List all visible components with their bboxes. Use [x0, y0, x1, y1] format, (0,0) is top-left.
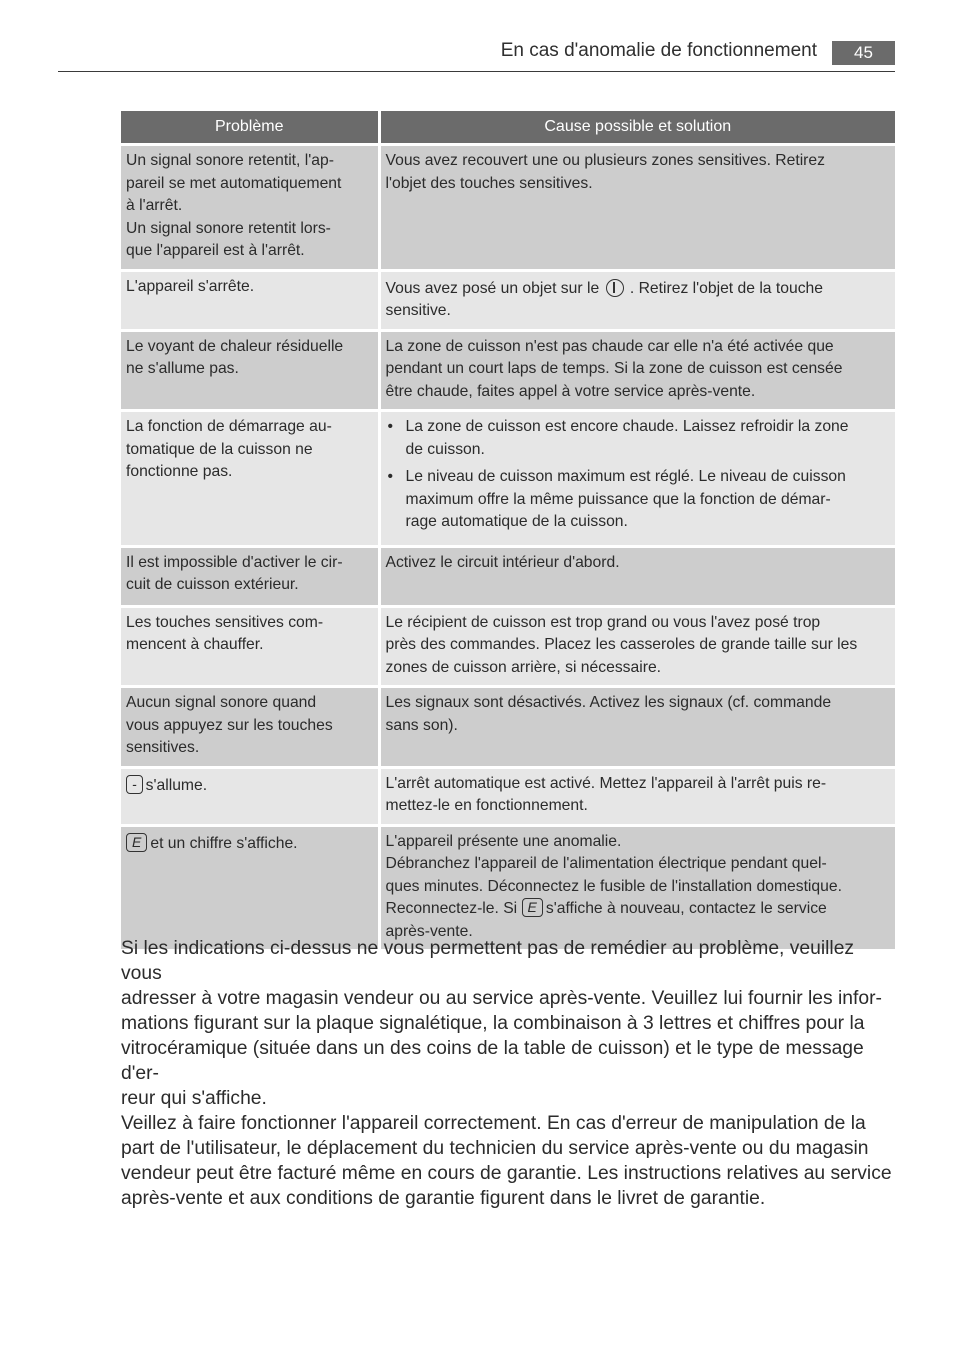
text-line: après-vente. [385, 922, 473, 940]
paragraph [121, 1111, 895, 1211]
problem-cell [121, 546, 379, 606]
text-line: Les signaux sont désactivés. Activez les signaux (cf. commande [385, 694, 832, 711]
page-header [58, 38, 895, 72]
text-line: près des commandes. Placez les casseroles de grande taille sur les [385, 636, 858, 653]
text-line: après-vente et aux conditions de garantie figurent dans le livret de garantie. [121, 1188, 766, 1209]
text-line: Il est impossible d'activer le cir- [126, 553, 343, 571]
problem-cell [121, 411, 379, 547]
closing-text [121, 936, 895, 1211]
text-line [126, 775, 370, 798]
solution-cell [379, 767, 895, 825]
table-row [121, 546, 895, 606]
text-line: rage automatique de la cuisson. [405, 513, 628, 530]
text-line: Un signal sonore retentit lors- [126, 219, 331, 237]
paragraph [121, 936, 895, 1111]
table-row [121, 270, 895, 330]
problem-cell [121, 330, 379, 411]
display-e-key-icon: E [126, 833, 147, 852]
text-line: part de l'utilisateur, le déplacement du technicien du service après-vente ou du magasin [121, 1138, 869, 1159]
text-line: que l'appareil est à l'arrêt. [126, 242, 305, 259]
text-line: être chaude, faites appel à votre service après-vente. [385, 382, 756, 400]
text-line: adresser à votre magasin vendeur ou au service après-vente. Veuillez lui fournir les infor- [121, 988, 882, 1009]
solution-cell [379, 606, 895, 687]
text-line [386, 898, 888, 921]
solution-cell [379, 546, 895, 606]
text-fragment: et un chiffre s'affiche. [150, 834, 298, 852]
text-line: La fonction de démarrage au- [126, 418, 332, 435]
column-header-solution: Cause possible et solution [379, 111, 895, 145]
solution-cell [379, 411, 895, 547]
text-line: • La zone de cuisson est encore chaude. Laissez refroidir la zone [405, 418, 849, 435]
text-line: mettez-le en fonctionnement. [385, 797, 588, 814]
solution-cell [379, 330, 895, 411]
problem-cell [121, 606, 379, 687]
text-line: zones de cuisson arrière, si nécessaire. [385, 658, 662, 676]
text-line: sensitives. [126, 739, 200, 756]
text-fragment: . Retirez l'objet de la touche [629, 279, 823, 297]
text-line: vitrocéramique (située dans un des coins de la table de cuisson) et le type de message d'er- [121, 1038, 864, 1084]
text-fragment: Vous avez posé un objet sur le [385, 279, 600, 297]
text-line: Si les indications ci-dessus ne vous permettent pas de remédier au problème, veuillez vous [121, 938, 855, 984]
solution-cell [379, 825, 895, 951]
text-line: mencent à chauffer. [126, 636, 264, 653]
table-row [121, 825, 895, 951]
page-number: 45 [832, 41, 895, 65]
text-line: fonctionne pas. [126, 463, 233, 480]
text-fragment: s'allume. [145, 776, 208, 794]
table-row [121, 767, 895, 825]
text-line: l'objet des touches sensitives. [385, 174, 593, 192]
table-row [121, 687, 895, 768]
solution-cell [379, 270, 895, 330]
text-line: reur qui s'affiche. [121, 1088, 267, 1109]
text-line: • Le niveau de cuisson maximum est réglé. Le niveau de cuisson [405, 468, 846, 485]
text-line: Veillez à faire fonctionner l'appareil correctement. En cas d'erreur de manipulation de la [121, 1113, 866, 1134]
display-e-key-icon: E [522, 898, 543, 917]
text-line: mations figurant sur la plaque signalétique, la combinaison à 3 lettres et chiffres pour la [121, 1013, 865, 1034]
display-minus-key-icon: - [126, 775, 143, 794]
text-line: à l'arrêt. [126, 197, 183, 214]
text-line: Le récipient de cuisson est trop grand ou vous l'avez posé trop [385, 613, 821, 631]
text-line: Les touches sensitives com- [126, 613, 324, 631]
table-row [121, 145, 895, 271]
text-line [386, 278, 888, 301]
power-icon [606, 279, 624, 297]
text-fragment: Reconnectez-le. Si [385, 900, 518, 917]
problem-cell [121, 767, 379, 825]
text-fragment: s'affiche à nouveau, contactez le service [545, 900, 827, 917]
text-line: pendant un court laps de temps. Si la zone de cuisson est censée [385, 360, 843, 377]
text-line: Un signal sonore retentit, l'ap- [126, 152, 334, 169]
text-line: Vous avez recouvert une ou plusieurs zones sensitives. Retirez [385, 152, 825, 169]
text-line: L'arrêt automatique est activé. Mettez l'appareil à l'arrêt puis re- [385, 774, 827, 792]
text-line: Aucun signal sonore quand [126, 694, 317, 711]
text-line: sans son). [385, 716, 458, 734]
table-row [121, 411, 895, 547]
text-line: cuit de cuisson extérieur. [126, 576, 299, 593]
text-line: vendeur peut être facturé même en cours de garantie. Les instructions relatives au service [121, 1163, 892, 1184]
bullet-list [386, 416, 888, 534]
section-title: En cas d'anomalie de fonctionnement [500, 40, 817, 61]
text-line: ques minutes. Déconnectez le fusible de l'installation domestique. [385, 877, 842, 895]
text-line: Débranchez l'appareil de l'alimentation électrique pendant quel- [385, 855, 827, 872]
text-line: de cuisson. [405, 440, 485, 458]
troubleshooting-table [121, 111, 895, 952]
problem-cell [121, 145, 379, 271]
text-line: Activez le circuit intérieur d'abord. [385, 553, 620, 571]
text-line: ne s'allume pas. [126, 360, 239, 377]
text-line: sensitive. [385, 302, 451, 319]
solution-cell [379, 145, 895, 271]
text-line: La zone de cuisson n'est pas chaude car elle n'a été activée que [385, 337, 834, 355]
text-line [126, 833, 370, 856]
table-row [121, 606, 895, 687]
list-item [386, 416, 888, 461]
table-row [121, 330, 895, 411]
column-header-problem: Problème [121, 111, 379, 145]
problem-cell [121, 687, 379, 768]
text-line: Le voyant de chaleur résiduelle [126, 337, 344, 355]
problem-cell [121, 270, 379, 330]
text-line: L'appareil présente une anomalie. [385, 832, 622, 850]
text-line: tomatique de la cuisson ne [126, 440, 313, 458]
text-line: pareil se met automatiquement [126, 174, 342, 192]
text-line: maximum offre la même puissance que la fonction de démar- [405, 490, 831, 508]
solution-cell [379, 687, 895, 768]
text-line: vous appuyez sur les touches [126, 716, 333, 734]
text-line: L'appareil s'arrête. [126, 277, 255, 295]
problem-cell [121, 825, 379, 951]
list-item [386, 466, 888, 534]
